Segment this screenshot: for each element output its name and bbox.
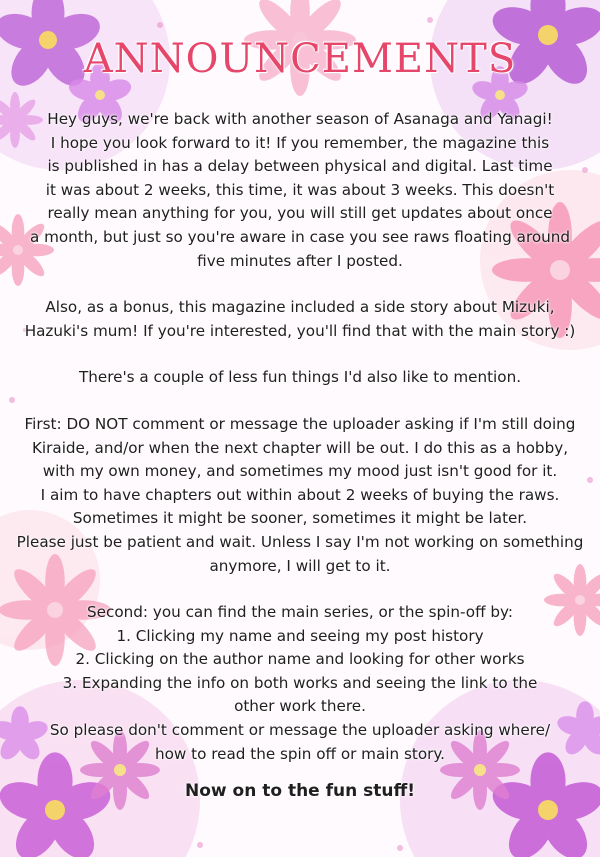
text-line: Hey guys, we're back with another season of Asanaga and Yanagi! (47, 110, 553, 128)
list-item: 1. Clicking my name and seeing my post history (116, 626, 484, 645)
text-line: Also, as a bonus, this magazine included a side story about Mizuki, (45, 298, 555, 317)
paragraph-second (0, 601, 600, 766)
text-line: other work there. (234, 697, 366, 716)
announcement-body (0, 108, 600, 804)
text-line: First: DO NOT comment or message the uploader asking if I'm still doing (24, 414, 576, 433)
text-line: I aim to have chapters out within about 2 weeks of buying the raws. (40, 485, 560, 504)
text-line: how to read the spin off or main story. (154, 744, 446, 763)
paragraph-bonus (0, 296, 600, 343)
paragraph-first (0, 413, 600, 578)
paragraph-less-fun (0, 366, 600, 390)
paragraph-intro (0, 108, 600, 273)
text-line: Please just be patient and wait. Unless I say I'm not working on something (16, 532, 584, 551)
text-line: There's a couple of less fun things I'd also like to mention. (78, 368, 522, 387)
text-line: Second: you can find the main series, or the spin-off by: (87, 603, 513, 622)
list-item: 2. Clicking on the author name and looking for other works (75, 650, 525, 669)
text-line: Sometimes it might be sooner, sometimes it might be later. (72, 509, 528, 528)
text-line: So please don't comment or message the uploader asking where/ (49, 721, 551, 740)
list-item: 3. Expanding the info on both works and seeing the link to the (62, 673, 538, 692)
text-line: really mean anything for you, you will still get updates about once (47, 204, 553, 223)
text-line: with my own money, and sometimes my mood just isn't good for it. (42, 462, 558, 481)
page-title: ANNOUNCEMENTS (83, 36, 517, 82)
closing-line: Now on to the fun stuff! (184, 781, 416, 802)
text-line: anymore, I will get to it. (209, 556, 391, 575)
text-line: Kiraide, and/or when the next chapter will be out. I do this as a hobby, (31, 438, 569, 457)
text-line: a month, but just so you're aware in case you see raws floating around (29, 227, 571, 246)
text-line: I hope you look forward to it! If you remember, the magazine this (50, 133, 550, 152)
text-line: is published in has a delay between physical and digital. Last time (47, 157, 553, 176)
text-line: five minutes after I posted. (197, 251, 403, 270)
text-line: it was about 2 weeks, this time, it was about 3 weeks. This doesn't (45, 180, 555, 199)
text-line: Hazuki's mum! If you're interested, you'll find that with the main story :) (24, 321, 576, 340)
